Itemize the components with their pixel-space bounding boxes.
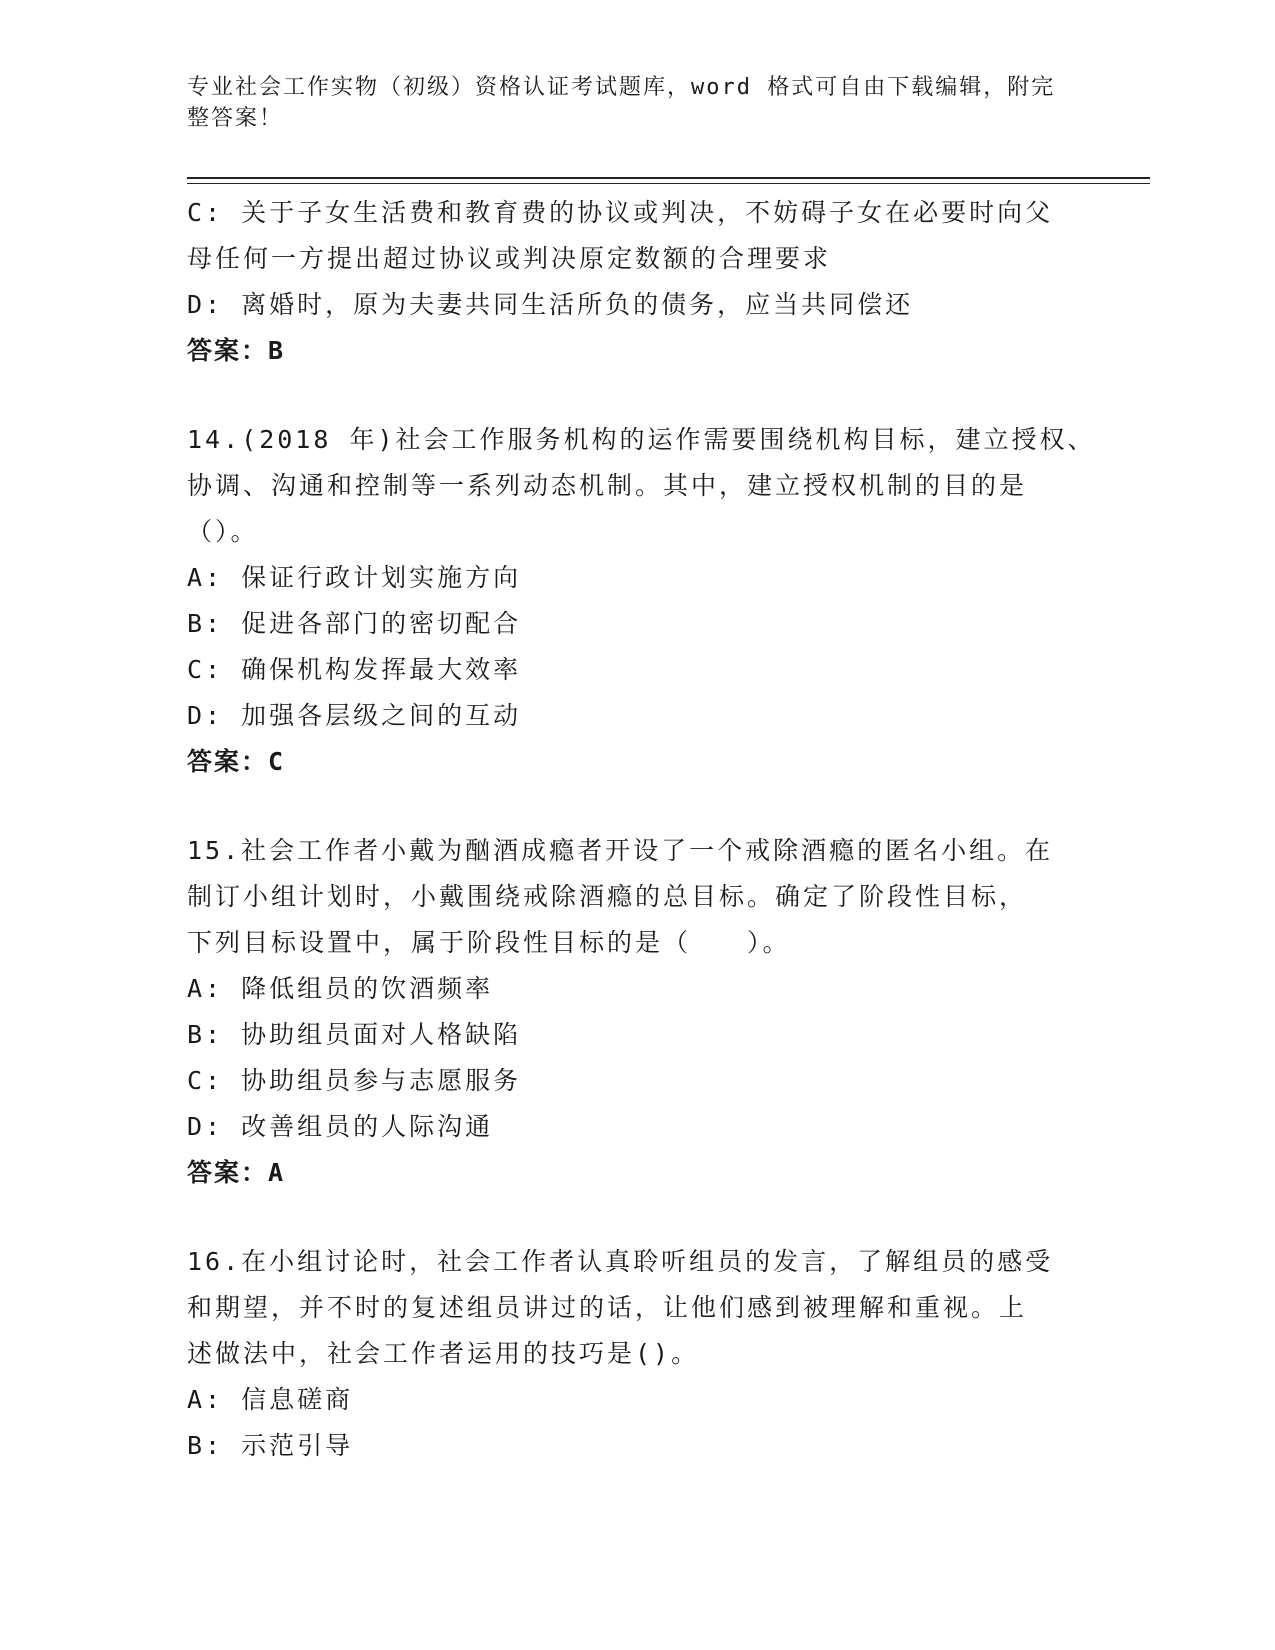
header-line-2: 整答案！: [187, 106, 284, 131]
q16-option-b: B: 示范引导: [187, 1431, 354, 1460]
header-line-1: 专业社会工作实物（初级）资格认证考试题库，word 格式可自由下载编辑，附完: [187, 75, 1056, 100]
spacer: [187, 374, 1087, 417]
question-13-tail: [187, 190, 1087, 374]
q15-stem-line1: 15.社会工作者小戴为酗酒成瘾者开设了一个戒除酒瘾的匿名小组。在: [187, 836, 1054, 865]
q13-option-c-line1: C: 关于子女生活费和教育费的协议或判决，不妨碍子女在必要时向父: [187, 198, 1054, 227]
question-16: [187, 1239, 1087, 1469]
q15-stem-line3: 下列目标设置中，属于阶段性目标的是（ ）。: [187, 928, 791, 957]
q13-answer: 答案：B: [187, 336, 286, 365]
header-rule-thick: [187, 177, 1150, 179]
q15-option-c: C: 协助组员参与志愿服务: [187, 1066, 522, 1095]
spacer: [187, 785, 1087, 828]
question-15: [187, 828, 1087, 1196]
q14-option-c: C: 确保机构发挥最大效率: [187, 655, 522, 684]
q13-option-d: D: 离婚时，原为夫妻共同生活所负的债务，应当共同偿还: [187, 290, 914, 319]
q14-stem-line3: （）。: [187, 517, 259, 546]
q14-option-a: A: 保证行政计划实施方向: [187, 563, 522, 592]
q15-stem-line2: 制订小组计划时，小戴围绕戒除酒瘾的总目标。确定了阶段性目标，: [187, 882, 1028, 911]
q15-option-a: A: 降低组员的饮酒频率: [187, 974, 494, 1003]
q14-answer: 答案：C: [187, 747, 286, 776]
q15-option-d: D: 改善组员的人际沟通: [187, 1112, 494, 1141]
q15-answer: 答案：A: [187, 1158, 286, 1187]
q14-stem-line1: 14.(2018 年)社会工作服务机构的运作需要围绕机构目标，建立授权、: [187, 425, 1096, 454]
spacer: [187, 1196, 1087, 1239]
q16-option-a: A: 信息磋商: [187, 1385, 354, 1414]
q14-stem-line2: 协调、沟通和控制等一系列动态机制。其中，建立授权机制的目的是: [187, 471, 1028, 500]
q14-option-d: D: 加强各层级之间的互动: [187, 701, 522, 730]
q14-option-b: B: 促进各部门的密切配合: [187, 609, 522, 638]
document-header: [187, 72, 1067, 134]
q16-stem-line2: 和期望，并不时的复述组员讲过的话，让他们感到被理解和重视。上: [187, 1293, 1028, 1322]
header-rule-thin: [187, 183, 1150, 184]
q16-stem-line3: 述做法中，社会工作者运用的技巧是()。: [187, 1339, 700, 1368]
q15-option-b: B: 协助组员面对人格缺陷: [187, 1020, 522, 1049]
question-14: [187, 417, 1096, 785]
question-content: [187, 190, 1096, 1469]
q13-option-c-line2: 母任何一方提出超过协议或判决原定数额的合理要求: [187, 244, 832, 273]
q16-stem-line1: 16.在小组讨论时，社会工作者认真聆听组员的发言，了解组员的感受: [187, 1247, 1054, 1276]
